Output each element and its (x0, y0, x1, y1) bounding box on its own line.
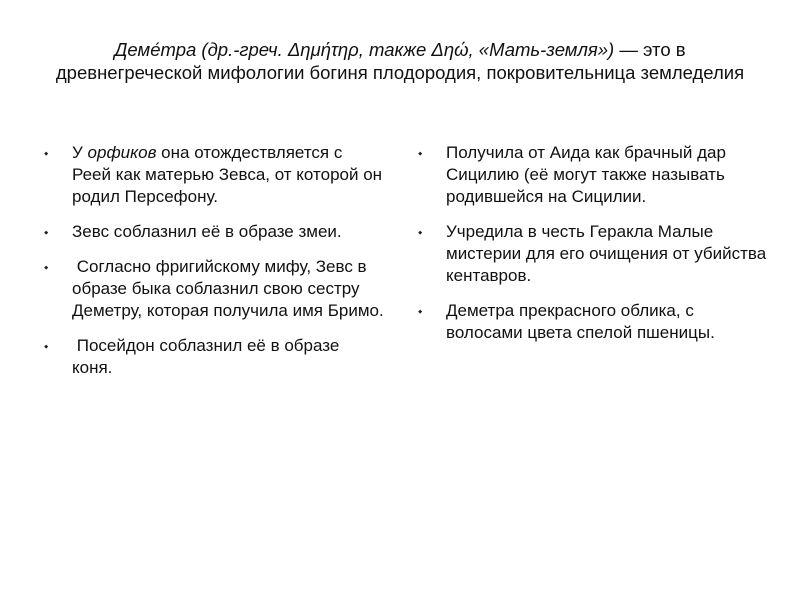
item-text-before: У (72, 143, 88, 162)
list-item (44, 256, 384, 322)
item-text: Согласно фригийскому мифу, Зевс в образе быка соблазнил свою сестру Деметру, которая получила имя Бримо. (72, 257, 384, 320)
item-text: Деметра прекрасного облика, с волосами цвета спелой пшеницы. (446, 301, 715, 342)
item-text: Посейдон соблазнил её в образе коня. (72, 336, 345, 377)
item-text: Учредила в честь Геракла Малые мистерии для его очищения от убийства кентавров. (446, 222, 767, 285)
slide-title (40, 38, 760, 84)
bullet-icon: ⬩ (44, 260, 49, 274)
item-text-after: она отождествляется с Реей как матерью Зевса, от которой он родил Персефону. (72, 143, 383, 206)
item-text: Получила от Аида как брачный дар Сицилию (её могут также называть родившейся на Сицилии. (446, 143, 726, 206)
list-item (44, 142, 384, 208)
bullet-icon: ⬩ (418, 225, 423, 239)
bullet-icon: ⬩ (418, 304, 423, 318)
item-text: Зевс соблазнил её в образе змеи. (72, 222, 342, 241)
bullet-icon: ⬩ (44, 225, 49, 239)
list-item (418, 300, 770, 344)
list-item (44, 221, 384, 243)
title-italic-part: Деме́тра (др.-греч. Δημήτηρ, также Δηώ, «Мать-земля») (114, 39, 615, 60)
bullet-icon: ⬩ (44, 339, 49, 353)
title-rest: — это в древнегреческой мифологии богиня плодородия, покровительница земледелия (55, 39, 745, 83)
list-item (44, 335, 384, 379)
right-bullet-list (418, 142, 770, 357)
bullet-icon: ⬩ (418, 146, 423, 160)
left-bullet-list (44, 142, 384, 392)
list-item (418, 142, 770, 208)
item-text-italic: орфиков (87, 143, 157, 162)
bullet-icon: ⬩ (44, 146, 49, 160)
list-item (418, 221, 770, 287)
